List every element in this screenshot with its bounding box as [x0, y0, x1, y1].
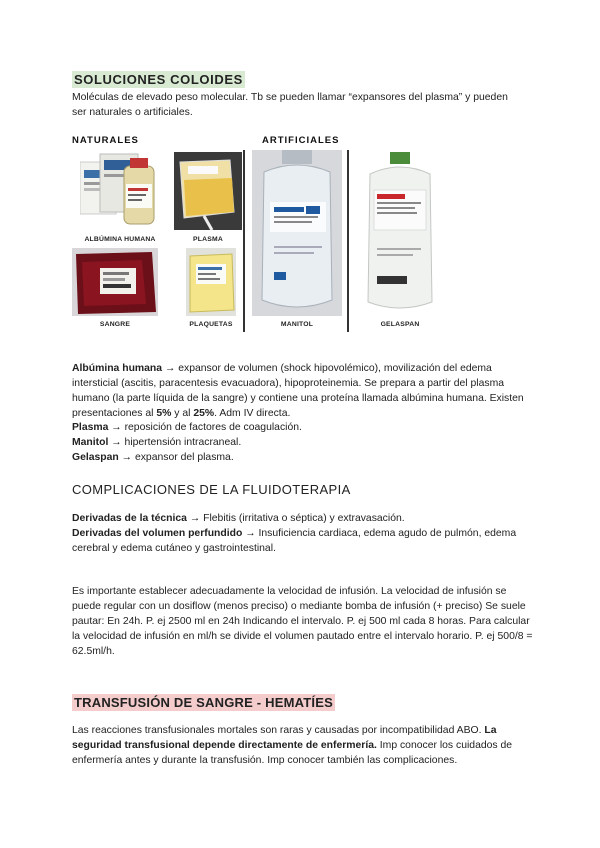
section-title-complicaciones: COMPLICACIONES DE LA FLUIDOTERAPIA: [72, 482, 351, 497]
complicacion-volumen: [72, 526, 532, 556]
tecnica-text: → Flebitis (irritativa o séptica) y extravasación.: [186, 513, 405, 524]
label-naturales: NATURALES: [72, 135, 139, 146]
tecnica-term: Derivadas de la técnica: [72, 513, 187, 524]
caption-gelaspan: GELASPAN: [380, 321, 420, 328]
def-gelaspan: [72, 450, 532, 465]
section-title-transfusion: TRANSFUSIÓN DE SANGRE - HEMATÍES: [74, 695, 333, 710]
def-plasma-text: → reposición de factores de coagulación.: [108, 422, 302, 433]
def-gelaspan-term: Gelaspan: [72, 452, 119, 463]
def-plasma: [72, 420, 532, 435]
def-manitol: [72, 435, 532, 450]
albumina-humana-image: [80, 152, 160, 230]
transfusion-text-1: Las reacciones transfusionales mortales son raras y causadas por incompatibilidad ABO.: [72, 725, 485, 736]
caption-plasma: PLASMA: [193, 236, 223, 243]
plaquetas-image: [186, 248, 236, 316]
def-albumina-text: → expansor de volumen (shock hipovolémico), movilización del edema intersticial (ascitis, paracentesis evacuadora), hipoproteinemia. Se prepara a partir del plasma humano (la parte líquida de la sangre) y contiene una proteína llamada albúmina humana. Existen presentaciones al: [72, 363, 524, 419]
complicacion-tecnica: [72, 511, 532, 526]
transfusion-paragraph: [72, 723, 534, 768]
def-albumina-term: Albúmina humana: [72, 363, 163, 374]
manitol-image: [252, 150, 342, 316]
caption-albumina: ALBÚMINA HUMANA: [84, 236, 156, 243]
volumen-term: Derivadas del volumen perfundido: [72, 528, 243, 539]
def-manitol-term: Manitol: [72, 437, 109, 448]
def-plasma-term: Plasma: [72, 422, 109, 433]
def-gelaspan-text: → expansor del plasma.: [118, 452, 234, 463]
volumen-text: → Insuficiencia cardiaca, edema agudo de pulmón, edema cerebral y edema cutáneo y gastrointestinal.: [72, 528, 517, 554]
section-title-soluciones-coloides: SOLUCIONES COLOIDES: [74, 72, 243, 87]
def-manitol-text: → hipertensión intracraneal.: [108, 437, 242, 448]
caption-plaquetas: PLAQUETAS: [189, 321, 233, 328]
transfusion-bold: La seguridad transfusional depende directamente de enfermería.: [72, 725, 497, 751]
label-artificiales: ARTIFICIALES: [262, 135, 340, 146]
figure-divider-right: [347, 150, 349, 332]
gelaspan-image: [356, 150, 444, 316]
plasma-image: [174, 152, 242, 230]
def-albumina: [72, 361, 532, 421]
velocidad-infusion-paragraph: Es importante establecer adecuadamente la velocidad de infusión. La velocidad de infusión se puede regular con un dosiflow (menos preciso) o mediante bomba de infusión (+ preciso) Se suele pautar: En 24h. P. ej 2500 ml en 24h Indicando el intervalo. P. ej 500 ml cada 8 horas. Para calcular la velocidad de infusión en ml/h se divide el volumen pautado entre el intervalo horario. P. ej 500/8 = 62.5ml/h.: [72, 586, 533, 657]
def-albumina-25: 25%: [193, 408, 215, 419]
coloides-intro: Moléculas de elevado peso molecular. Tb se pueden llamar “expansores del plasma” y pueden ser naturales o artificiales.: [72, 92, 508, 118]
caption-manitol: MANITOL: [280, 321, 314, 328]
figure-divider-left: [243, 150, 245, 332]
def-albumina-y: y al: [171, 408, 194, 419]
def-albumina-5: 5%: [156, 408, 172, 419]
caption-sangre: SANGRE: [99, 321, 131, 328]
sangre-image: [72, 248, 158, 316]
def-albumina-end: . Adm IV directa.: [214, 408, 291, 419]
transfusion-text-2: Imp conocer los cuidados de enfermería antes y durante la transfusión. Imp conocer también las complicaciones.: [72, 740, 513, 766]
